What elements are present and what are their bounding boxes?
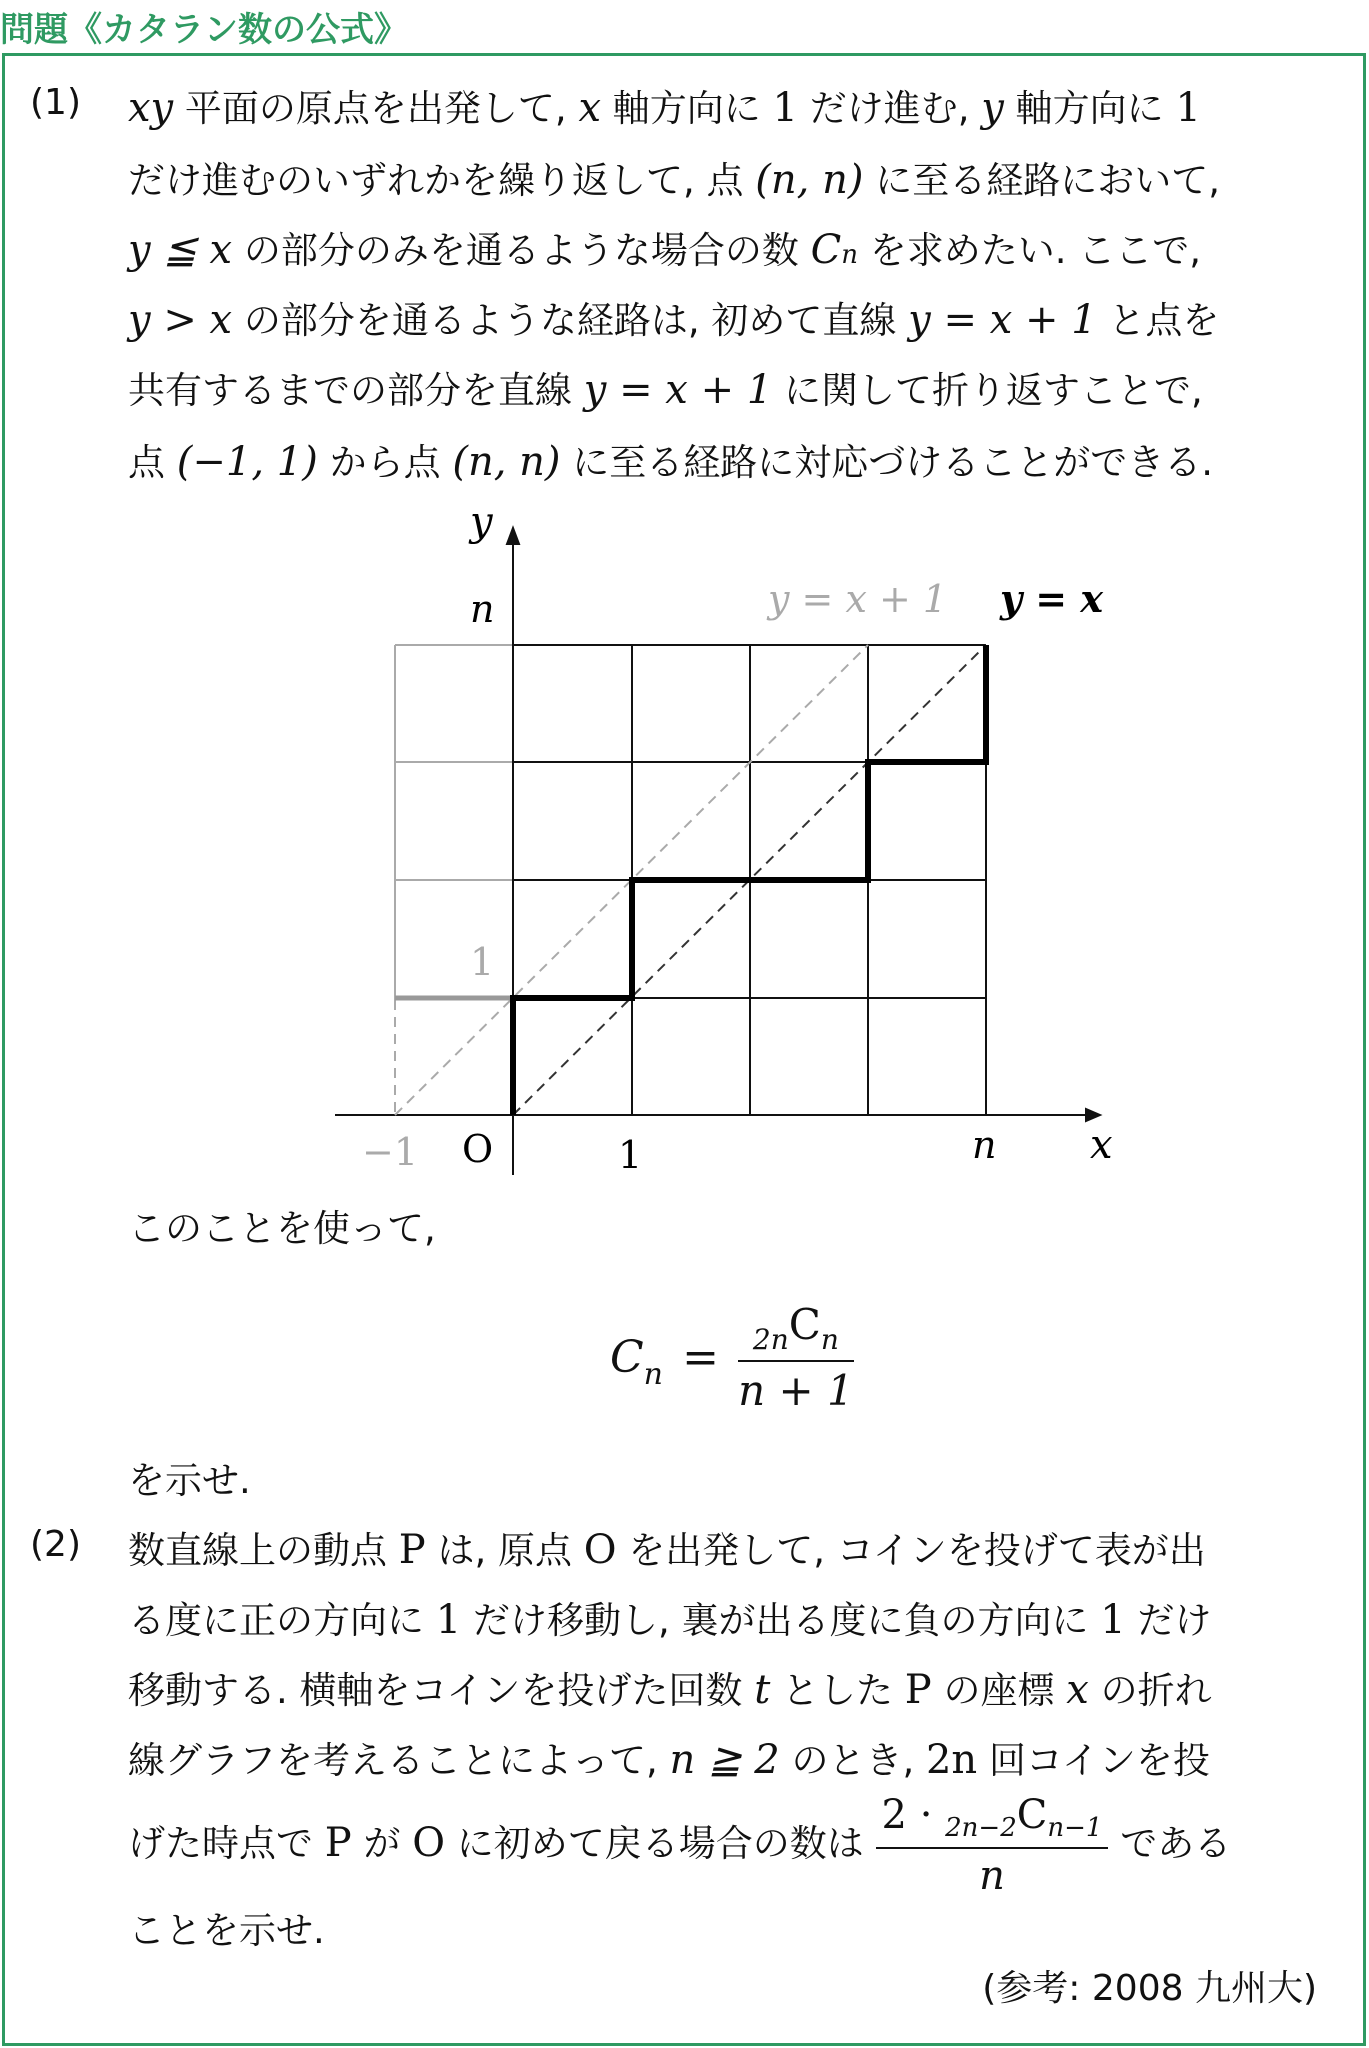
x-axis-label: x <box>1090 1122 1113 1168</box>
label-y-eq-x: y = x <box>1000 576 1104 621</box>
catalan-formula: Cn = $\frac{_{2n}C_n}{n + 1}$ <box>610 1300 854 1415</box>
label-y-eq-x-plus-1: y = x + 1 <box>768 577 948 621</box>
part1-line2: だけ進むのいずれかを繰り返して, 点 (n, n) に至る経路において, <box>128 157 1220 203</box>
part2-line2: る度に正の方向に 1 だけ移動し, 裏が出る度に負の方向に 1 だけ <box>128 1597 1212 1643</box>
part1-line5: 共有するまでの部分を直線 y = x + 1 に関して折り返すことで, <box>128 367 1203 413</box>
one-left-label: 1 <box>470 940 495 984</box>
part2-label: (2) <box>30 1524 81 1565</box>
part2-line4: 線グラフを考えることによって, n ≧ 2 のとき, 2n 回コインを投 <box>128 1737 1210 1783</box>
part1-line1: xy 平面の原点を出発して, x 軸方向に 1 だけ進む, y 軸方向に 1 <box>128 85 1201 131</box>
part1-label: (1) <box>30 82 81 123</box>
problem-title: 問題《カタラン数の公式》 <box>0 10 408 50</box>
part1-line4: y > x の部分を通るような経路は, 初めて直線 y = x + 1 と点を <box>128 297 1220 343</box>
n-right-label: n <box>972 1123 997 1167</box>
part1-line6: 点 (−1, 1) から点 (n, n) に至る経路に対応づけることができる. <box>128 439 1214 485</box>
x-axis-arrow <box>1086 1109 1100 1121</box>
minus-one-label: −1 <box>362 1130 419 1174</box>
y-axis-label: y <box>470 499 493 545</box>
part2-line6: ことを示せ. <box>128 1909 325 1952</box>
n-top-label: n <box>470 587 495 631</box>
part2-line5: げた時点で P が O に初めて戻る場合の数は $\frac{2 \cdot _{2n-2}C_{n-1}}{n}$ である <box>128 1792 1232 1899</box>
part1-line3: y ≦ x の部分のみを通るような場合の数 Cn を求めたい. ここで, <box>128 227 1202 273</box>
y-axis-arrow <box>507 528 519 544</box>
after-figure-text: このことを使って, <box>128 1207 436 1250</box>
show-text: を示せ. <box>128 1459 251 1502</box>
origin-label: O <box>462 1127 494 1171</box>
one-bottom-label: 1 <box>618 1133 643 1177</box>
part2-line1: 数直線上の動点 P は, 原点 O を出発して, コインを投げて表が出 <box>128 1527 1206 1573</box>
reference-note: (参考: 2008 九州大) <box>982 1968 1317 2009</box>
part2-line3: 移動する. 横軸をコインを投げた回数 t とした P の座標 x の折れ <box>128 1667 1212 1713</box>
